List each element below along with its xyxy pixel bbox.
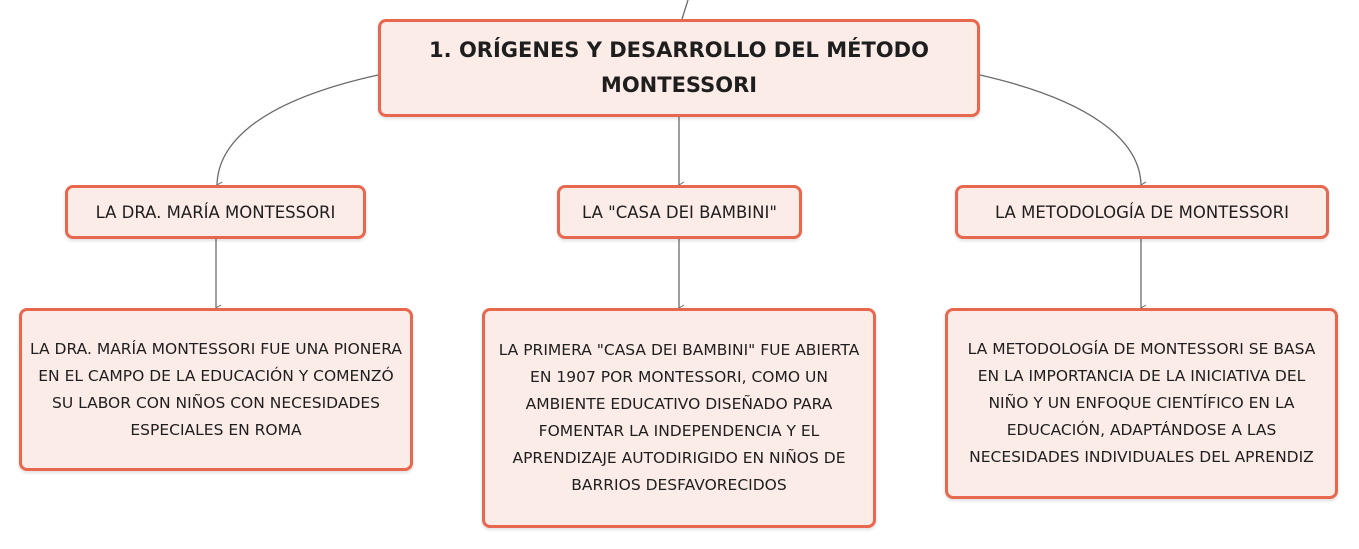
parent-connector (682, 0, 688, 19)
detail-node-text: LA DRA. MARÍA MONTESSORI FUE UNA PIONERA EN EL CAMPO DE LA EDUCACIÓN Y COMENZÓ SU LABOR CON NIÑOS CON NECESIDADES ESPECIALES EN ROMA (30, 339, 402, 439)
connector-root-to-branch-1 (217, 75, 378, 185)
root-node-label: 1. ORÍGENES Y DESARROLLO DEL MÉTODO MONTESSORI (429, 38, 929, 97)
branch-node-metodologia[interactable] (955, 185, 1329, 239)
connector-root-to-branch-3 (980, 75, 1141, 185)
detail-node-metodologia[interactable] (945, 308, 1338, 499)
branch-node-casa-dei-bambini[interactable] (557, 185, 802, 239)
root-node[interactable] (378, 19, 980, 117)
detail-node-text: LA PRIMERA "CASA DEI BAMBINI" FUE ABIERTA EN 1907 POR MONTESSORI, COMO UN AMBIENTE EDUCATIVO DISEÑADO PARA FOMENTAR LA INDEPENDENCIA Y EL APRENDIZAJE AUTODIRIGIDO EN NIÑOS DE BARRIOS DESFAVORECIDOS (498, 341, 860, 494)
branch-node-label: LA "CASA DEI BAMBINI" (582, 202, 777, 222)
detail-node-maria-montessori[interactable] (19, 308, 413, 471)
branch-node-label: LA DRA. MARÍA MONTESSORI (95, 202, 336, 222)
branch-node-label: LA METODOLOGÍA DE MONTESSORI (994, 202, 1289, 222)
detail-node-casa-dei-bambini[interactable] (482, 308, 876, 528)
detail-node-text: LA METODOLOGÍA DE MONTESSORI SE BASA EN LA IMPORTANCIA DE LA INICIATIVA DEL NIÑO Y UN ENFOQUE CIENTÍFICO EN LA EDUCACIÓN, ADAPTÁNDOSE A LAS NECESIDADES INDIVIDUALES DEL APRENDIZ (967, 340, 1316, 466)
branch-node-maria-montessori[interactable] (65, 185, 366, 239)
